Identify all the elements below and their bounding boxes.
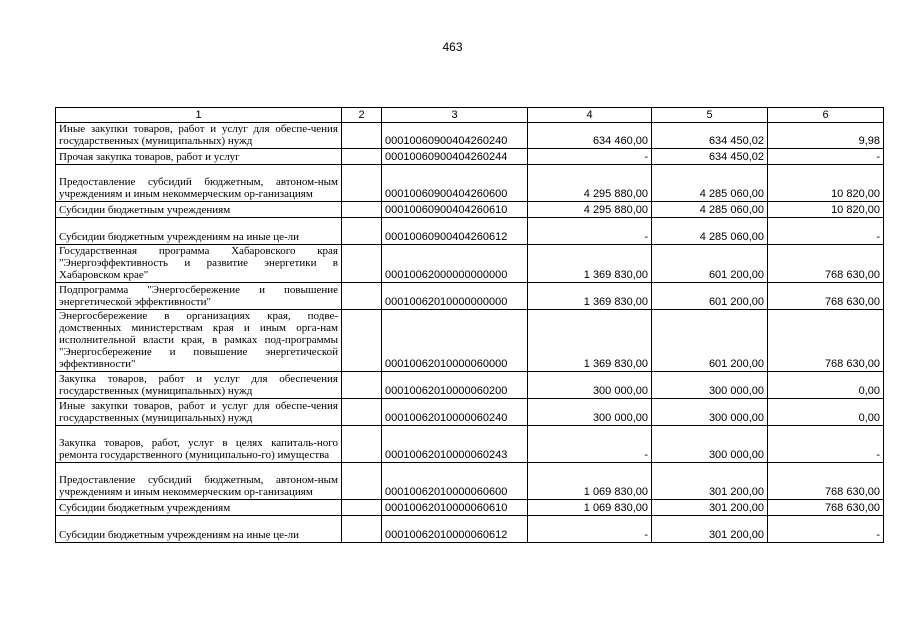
row-code-cell: 00010060900404260612 bbox=[382, 218, 528, 245]
row-col4-value: 1 369 830,00 bbox=[528, 245, 652, 283]
row-col6-value: 10 820,00 bbox=[768, 165, 884, 202]
row-code-cell: 00010060900404260600 bbox=[382, 165, 528, 202]
row-col6-value: 768 630,00 bbox=[768, 463, 884, 500]
row-col2-cell bbox=[342, 165, 382, 202]
row-col6-value: 10 820,00 bbox=[768, 202, 884, 218]
row-name-cell: Государственная программа Хабаровского края "Энергоэффективность и развитие энергетики в Хабаровском крае" bbox=[56, 245, 342, 283]
row-col2-cell bbox=[342, 245, 382, 283]
row-name-cell: Закупка товаров, работ и услуг для обеспечения государственных (муниципальных) нужд bbox=[56, 372, 342, 399]
row-col5-value: 634 450,02 bbox=[652, 123, 768, 149]
row-col5-value: 4 285 060,00 bbox=[652, 218, 768, 245]
row-col2-cell bbox=[342, 202, 382, 218]
row-col5-value: 4 285 060,00 bbox=[652, 165, 768, 202]
row-col5-value: 300 000,00 bbox=[652, 399, 768, 426]
row-col4-value: - bbox=[528, 426, 652, 463]
row-col2-cell bbox=[342, 426, 382, 463]
row-col6-value: 768 630,00 bbox=[768, 310, 884, 372]
row-col2-cell bbox=[342, 123, 382, 149]
page-number: 463 bbox=[442, 40, 463, 54]
row-col2-cell bbox=[342, 463, 382, 500]
row-col4-value: 300 000,00 bbox=[528, 372, 652, 399]
row-name-cell: Подпрограмма "Энергосбережение и повышение энергетической эффективности" bbox=[56, 283, 342, 310]
table-row bbox=[56, 463, 884, 500]
row-code-cell: 00010062010000060200 bbox=[382, 372, 528, 399]
row-col4-value: 1 369 830,00 bbox=[528, 310, 652, 372]
row-col5-value: 301 200,00 bbox=[652, 516, 768, 543]
header-cell-6: 6 bbox=[768, 108, 884, 123]
row-name-cell: Субсидии бюджетным учреждениям на иные це-ли bbox=[56, 218, 342, 245]
row-code-cell: 00010060900404260244 bbox=[382, 149, 528, 165]
row-col5-value: 601 200,00 bbox=[652, 310, 768, 372]
row-col4-value: 300 000,00 bbox=[528, 399, 652, 426]
row-name-cell: Предоставление субсидий бюджетным, автоном-ным учреждениям и иным некоммерческим ор-ганизациям bbox=[56, 165, 342, 202]
table-row bbox=[56, 218, 884, 245]
row-name-cell: Субсидии бюджетным учреждениям bbox=[56, 202, 342, 218]
row-code-cell: 00010062010000060243 bbox=[382, 426, 528, 463]
row-col6-value: - bbox=[768, 426, 884, 463]
table-row bbox=[56, 202, 884, 218]
budget-table bbox=[55, 107, 884, 543]
row-col4-value: 1 069 830,00 bbox=[528, 463, 652, 500]
row-col4-value: - bbox=[528, 218, 652, 245]
row-col5-value: 300 000,00 bbox=[652, 372, 768, 399]
header-cell-1: 1 bbox=[56, 108, 342, 123]
row-col5-value: 634 450,02 bbox=[652, 149, 768, 165]
row-col5-value: 601 200,00 bbox=[652, 245, 768, 283]
table-row bbox=[56, 245, 884, 283]
row-col5-value: 301 200,00 bbox=[652, 500, 768, 516]
row-col5-value: 301 200,00 bbox=[652, 463, 768, 500]
row-col6-value: - bbox=[768, 516, 884, 543]
row-col6-value: 768 630,00 bbox=[768, 283, 884, 310]
row-col2-cell bbox=[342, 310, 382, 372]
row-name-cell: Субсидии бюджетным учреждениям на иные це-ли bbox=[56, 516, 342, 543]
row-col6-value: 768 630,00 bbox=[768, 245, 884, 283]
row-col6-value: 9,98 bbox=[768, 123, 884, 149]
row-col6-value: 0,00 bbox=[768, 372, 884, 399]
table-row bbox=[56, 165, 884, 202]
row-name-cell: Иные закупки товаров, работ и услуг для обеспе-чения государственных (муниципальных) нужд bbox=[56, 123, 342, 149]
table-row bbox=[56, 149, 884, 165]
row-code-cell: 00010062010000060240 bbox=[382, 399, 528, 426]
header-cell-2: 2 bbox=[342, 108, 382, 123]
row-col2-cell bbox=[342, 399, 382, 426]
row-code-cell: 00010060900404260240 bbox=[382, 123, 528, 149]
row-code-cell: 00010062010000060610 bbox=[382, 500, 528, 516]
row-col2-cell bbox=[342, 218, 382, 245]
row-col4-value: 1 369 830,00 bbox=[528, 283, 652, 310]
row-col2-cell bbox=[342, 149, 382, 165]
row-name-cell: Субсидии бюджетным учреждениям bbox=[56, 500, 342, 516]
table-row bbox=[56, 310, 884, 372]
row-col5-value: 601 200,00 bbox=[652, 283, 768, 310]
row-code-cell: 00010062010000060000 bbox=[382, 310, 528, 372]
row-col6-value: 768 630,00 bbox=[768, 500, 884, 516]
row-col4-value: - bbox=[528, 149, 652, 165]
table-row bbox=[56, 283, 884, 310]
header-cell-5: 5 bbox=[652, 108, 768, 123]
row-col2-cell bbox=[342, 372, 382, 399]
row-code-cell: 00010062010000000000 bbox=[382, 283, 528, 310]
table-row bbox=[56, 399, 884, 426]
row-col6-value: - bbox=[768, 218, 884, 245]
row-name-cell: Предоставление субсидий бюджетным, автоном-ным учреждениям и иным некоммерческим ор-ганизациям bbox=[56, 463, 342, 500]
header-row bbox=[56, 108, 884, 123]
row-code-cell: 00010062010000060612 bbox=[382, 516, 528, 543]
row-name-cell: Энергосбережение в организациях края, подве-домственных министерствам края и иным орга-нам исполнительной власти края, в рамках под-программы "Энергосбережение и повышение энергетической эффективности" bbox=[56, 310, 342, 372]
row-code-cell: 00010062010000060600 bbox=[382, 463, 528, 500]
header-cell-4: 4 bbox=[528, 108, 652, 123]
row-col5-value: 300 000,00 bbox=[652, 426, 768, 463]
table-row bbox=[56, 516, 884, 543]
row-col4-value: - bbox=[528, 516, 652, 543]
row-code-cell: 00010060900404260610 bbox=[382, 202, 528, 218]
table-row bbox=[56, 500, 884, 516]
row-col4-value: 4 295 880,00 bbox=[528, 165, 652, 202]
header-cell-3: 3 bbox=[382, 108, 528, 123]
row-name-cell: Прочая закупка товаров, работ и услуг bbox=[56, 149, 342, 165]
row-col2-cell bbox=[342, 516, 382, 543]
row-col4-value: 4 295 880,00 bbox=[528, 202, 652, 218]
row-col6-value: 0,00 bbox=[768, 399, 884, 426]
table-row bbox=[56, 123, 884, 149]
row-col2-cell bbox=[342, 283, 382, 310]
row-name-cell: Закупка товаров, работ, услуг в целях капиталь-ного ремонта государственного (муниципально-го) имущества bbox=[56, 426, 342, 463]
row-col5-value: 4 285 060,00 bbox=[652, 202, 768, 218]
row-col2-cell bbox=[342, 500, 382, 516]
table-row bbox=[56, 372, 884, 399]
row-code-cell: 00010062000000000000 bbox=[382, 245, 528, 283]
row-col4-value: 634 460,00 bbox=[528, 123, 652, 149]
row-col4-value: 1 069 830,00 bbox=[528, 500, 652, 516]
row-col6-value: - bbox=[768, 149, 884, 165]
row-name-cell: Иные закупки товаров, работ и услуг для обеспе-чения государственных (муниципальных) нужд bbox=[56, 399, 342, 426]
table-row bbox=[56, 426, 884, 463]
